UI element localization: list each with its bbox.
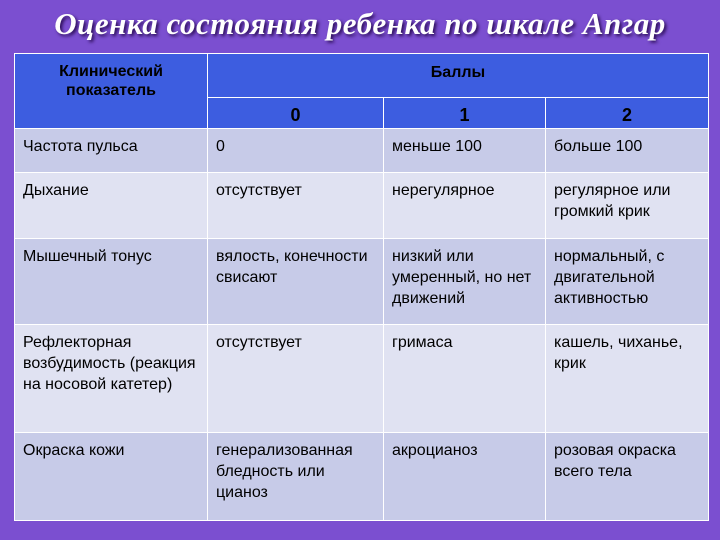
row-score-2: регулярное или громкий крик xyxy=(546,173,709,239)
row-indicator: Частота пульса xyxy=(15,129,208,173)
header-score-2: 2 xyxy=(546,98,709,129)
table-row xyxy=(15,173,709,239)
row-score-1: низкий или умеренный, но нет движений xyxy=(384,239,546,325)
header-score-1: 1 xyxy=(384,98,546,129)
row-indicator: Дыхание xyxy=(15,173,208,239)
row-score-0: отсутствует xyxy=(208,325,384,433)
row-score-0: генерализованная бледность или цианоз xyxy=(208,433,384,521)
row-score-0: 0 xyxy=(208,129,384,173)
row-score-2: нормальный, с двигательной активностью xyxy=(546,239,709,325)
header-score-0: 0 xyxy=(208,98,384,129)
row-score-2: больше 100 xyxy=(546,129,709,173)
row-score-1: нерегулярное xyxy=(384,173,546,239)
table-row xyxy=(15,325,709,433)
row-score-1: акроцианоз xyxy=(384,433,546,521)
header-points: Баллы xyxy=(208,54,709,98)
table-row xyxy=(15,433,709,521)
slide-title: Оценка состояния ребенка по шкале Апгар xyxy=(54,6,666,41)
row-score-2: кашель, чиханье, крик xyxy=(546,325,709,433)
row-indicator: Окраска кожи xyxy=(15,433,208,521)
header-row-top xyxy=(15,54,709,98)
apgar-table xyxy=(14,53,709,521)
table-row xyxy=(15,129,709,173)
row-score-1: меньше 100 xyxy=(384,129,546,173)
row-score-2: розовая окраска всего тела xyxy=(546,433,709,521)
row-score-0: вялость, конечности свисают xyxy=(208,239,384,325)
row-score-1: гримаса xyxy=(384,325,546,433)
row-indicator: Рефлекторная возбудимость (реакция на носовой катетер) xyxy=(15,325,208,433)
header-indicator: Клинический показатель xyxy=(15,54,208,129)
row-indicator: Мышечный тонус xyxy=(15,239,208,325)
row-score-0: отсутствует xyxy=(208,173,384,239)
table-row xyxy=(15,239,709,325)
